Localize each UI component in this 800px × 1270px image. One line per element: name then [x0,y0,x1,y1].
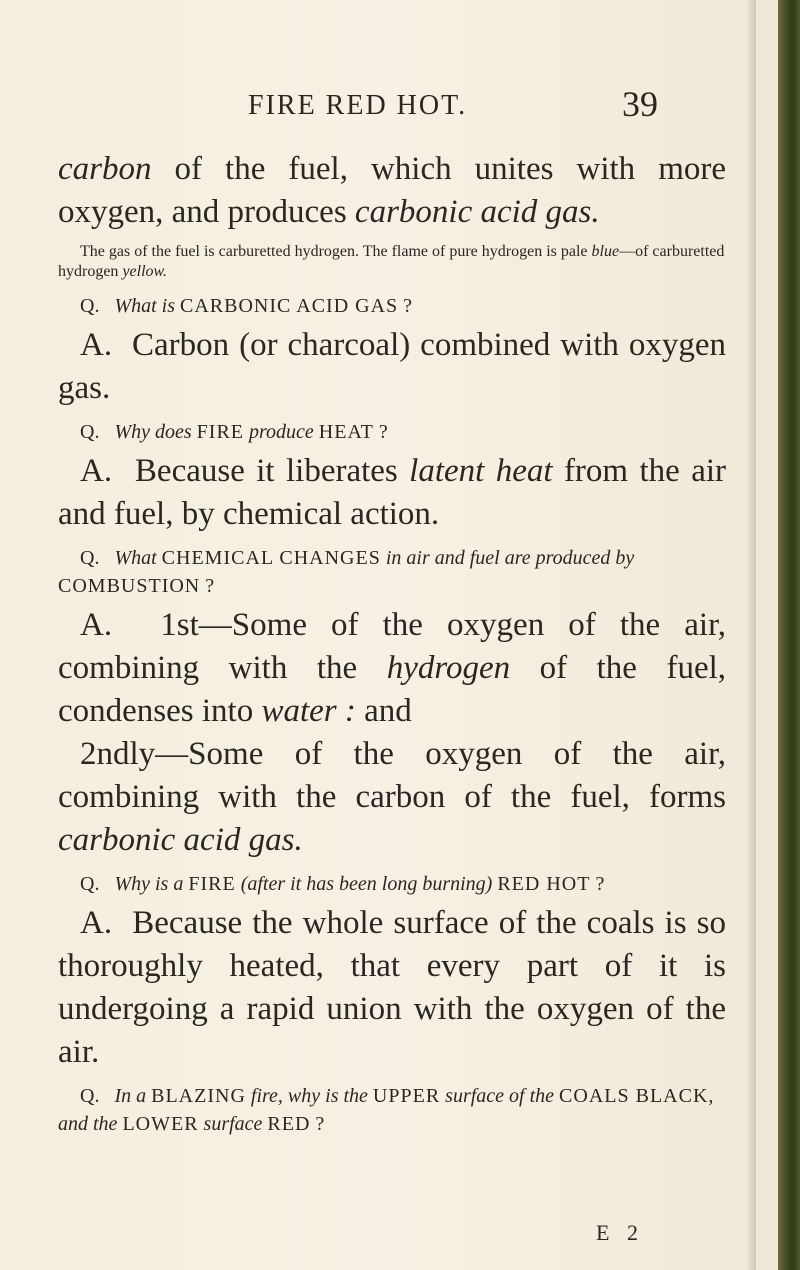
term-yellow: yellow. [122,263,168,280]
text-run: 1st—Some of the oxygen of the air, combining with the [58,607,727,686]
text-run: and the [58,1113,118,1135]
gutter-shadow [746,0,756,1270]
text-run: What [114,547,157,569]
text-run: Why does [114,421,192,443]
text-run: FIRE [188,873,236,895]
term-carbonic-acid-gas: carbonic acid gas. [354,194,600,230]
text-run: ? [373,421,388,443]
text-run: The gas of the fuel is carburetted hydrogen. The flame of pure hydrogen is pale [80,243,592,260]
q-label: Q. [80,547,100,569]
text-run: Because the whole surface of the coals is so thoroughly heated, that every part of it is undergoing a rapid union with the oxygen of the air. [58,905,726,1070]
text-run: ? [310,1113,325,1135]
text-run: RED HOT [497,873,591,895]
footnote-paragraph [58,242,726,282]
question-4 [58,870,726,898]
text-run: ? [590,873,605,895]
text-run: why is the [287,1085,368,1107]
text-run: Because it liberates [134,453,410,489]
text-run: 2ndly—Some of the oxygen of the air, combining with the carbon of the fuel, forms [58,736,726,815]
answer-3 [58,604,726,733]
text-run: HEAT [318,421,374,443]
running-title: FIRE RED HOT. [248,90,468,121]
text-run: Why is a [114,873,184,895]
term-hydrogen: hydrogen [386,650,511,686]
a-label: A. [80,453,113,489]
text-run: BLAZING [151,1085,246,1107]
text-run: ? [398,295,413,317]
text-run: CARBONIC ACID GAS [180,295,399,317]
text-run: COALS BLACK, [559,1085,715,1107]
text-run: FIRE [196,421,244,443]
text-run: Carbon (or charcoal) combined with oxygen gas. [58,327,727,406]
signature-mark: E 2 [596,1220,644,1245]
text-run: What is [114,295,176,317]
text-run: fire, [250,1085,283,1107]
text-run: of the fuel, which unites with more oxygen, and produces [58,151,726,230]
q-label: Q. [80,421,100,443]
question-5 [58,1082,726,1138]
text-run: surface of the [445,1085,555,1107]
text-run: produce [249,421,314,443]
text-run: COMBUSTION [58,575,201,597]
text-run: and [355,693,412,729]
text-run: surface [203,1113,263,1135]
question-1 [58,292,726,320]
a-label: A. [80,607,113,643]
text-run: of the fuel, condenses into [58,650,727,729]
text-run: UPPER [372,1085,441,1107]
answer-2 [58,450,726,536]
text-run: RED [267,1113,311,1135]
term-carbonic-acid-gas: carbonic acid gas. [58,822,303,858]
q-label: Q. [80,873,100,895]
q-label: Q. [80,1085,100,1107]
term-latent-heat: latent heat [409,453,553,489]
text-run: from the air and fuel, by chemical action. [58,453,727,532]
question-2 [58,418,726,446]
term-water: water : [261,693,356,729]
a-label: A. [80,327,113,363]
text-run: In a [114,1085,147,1107]
q-label: Q. [80,295,100,317]
question-3 [58,544,726,600]
text-run: ? [200,575,215,597]
text-run: in air and fuel are produced by [385,547,635,569]
answer-3-continued [58,733,726,862]
answer-1 [58,324,726,410]
book-spine [778,0,800,1270]
text-run: —of carburetted hydrogen [58,243,725,280]
text-run: (after it has been long burning) [240,873,493,895]
page-number: 39 [622,84,658,124]
page-body [58,148,726,1142]
text-run: LOWER [122,1113,199,1135]
text-run: CHEMICAL CHANGES [161,547,381,569]
term-carbon: carbon [58,151,152,187]
answer-4 [58,902,726,1074]
a-label: A. [80,905,113,941]
continued-paragraph [58,148,726,234]
term-blue: blue [591,243,620,260]
